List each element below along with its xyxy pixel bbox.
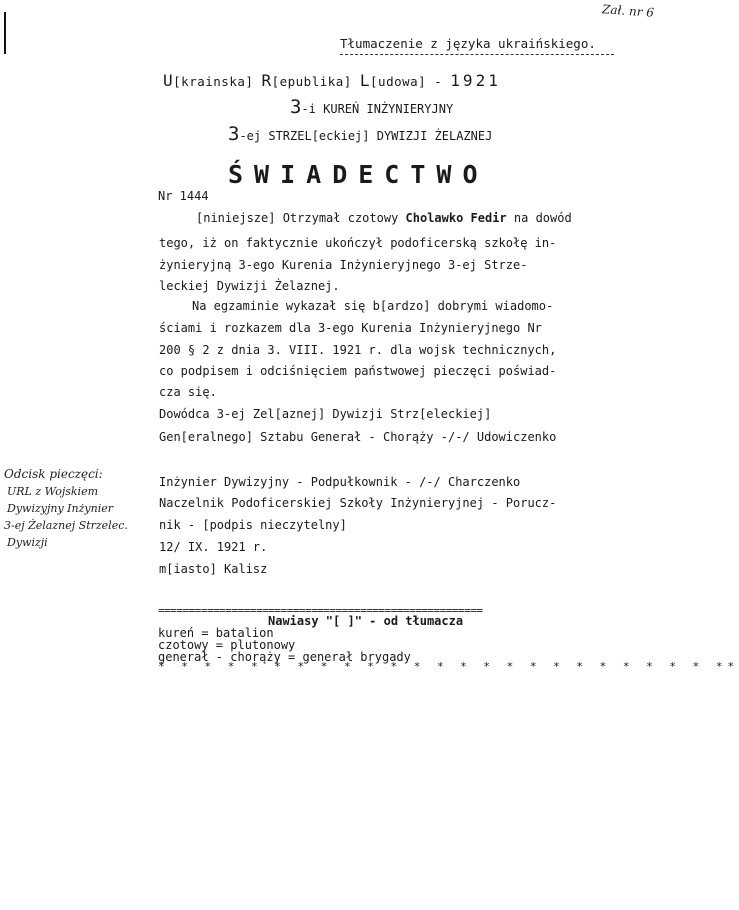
header-word-r: [epublika] bbox=[271, 74, 352, 89]
paragraph-1-line-3: żynieryjną 3-ego Kurenia Inżynieryjnego 3-ej Strze- bbox=[159, 258, 528, 272]
header-word-u: [krainska] bbox=[173, 74, 254, 89]
stamp-note-line-1: Odcisk pieczęci: bbox=[4, 467, 103, 481]
stamp-note-line-4: 3-ej Żelaznej Strzelec. bbox=[4, 519, 128, 532]
paragraph-2-line-1: Na egzaminie wykazał się b[ardzo] dobrymi wiadomo- bbox=[192, 299, 554, 313]
paragraph-1-line-2: tego, iż on faktycznie ukończył podoficerską szkołę in- bbox=[159, 236, 557, 250]
paragraph-2-line-4: co podpisem i odciśnięciem państwowej pieczęci poświad- bbox=[159, 364, 557, 378]
document-title: ŚWIADECTWO bbox=[228, 160, 489, 189]
paragraph-2-line-2: ściami i rozkazem dla 3-ego Kurenia Inżynieryjnego Nr bbox=[159, 321, 542, 335]
footer-separator: ===================================================== bbox=[158, 604, 483, 617]
translation-note: Tłumaczenie z języka ukraińskiego. bbox=[340, 36, 596, 51]
stamp-note-line-3: Dywizyjny Inżynier bbox=[7, 502, 113, 515]
document-number: Nr 1444 bbox=[158, 189, 209, 203]
paragraph-1-line-1-pre: [niniejsze] Otrzymał czotowy bbox=[196, 211, 406, 225]
paragraph-2-line-5: cza się. bbox=[159, 385, 217, 399]
signature-school-head-line-2: nik - [podpis nieczytelny] bbox=[159, 518, 347, 532]
unit-line-2-text: -ej STRZEL[eckiej] DYWIZJI ŻELAZNEJ bbox=[239, 129, 493, 143]
corner-handwritten-note: Zał. nr 6 bbox=[601, 2, 655, 20]
header-word-l: [udowa] bbox=[370, 74, 427, 89]
stamp-note-line-5: Dywizji bbox=[7, 536, 48, 549]
header-letter-l: L bbox=[359, 71, 371, 90]
footer-note-3: generał - chorąży = generał brygady bbox=[158, 650, 411, 664]
footer-stars: * * * * * * * * * * * * * * * * * * * * * * * * ** bbox=[158, 660, 739, 673]
header-letter-r: R bbox=[261, 71, 272, 90]
unit-line-division bbox=[228, 123, 492, 145]
margin-mark bbox=[4, 12, 6, 54]
stamp-note-line-2: URL z Wojskiem bbox=[7, 485, 99, 498]
recipient-name: Cholawko Fedir bbox=[405, 211, 507, 225]
header-year: 1921 bbox=[450, 71, 501, 90]
footer-notes-title: Nawiasy "[ ]" - od tłumacza bbox=[268, 614, 464, 628]
unit-line-battalion bbox=[290, 96, 453, 118]
signature-engineer: Inżynier Dywizyjny - Podpułkownik - /-/ Charczenko bbox=[159, 475, 521, 489]
unit-line-1-number: 3 bbox=[290, 96, 302, 118]
signature-commander-line-1: Dowódca 3-ej Zel[aznej] Dywizji Strz[eleckiej] bbox=[159, 407, 492, 421]
header-letter-u: U bbox=[163, 71, 174, 90]
signature-school-head-line-1: Naczelnik Podoficerskiej Szkoły Inżynieryjnej - Porucz- bbox=[159, 496, 557, 510]
state-header bbox=[163, 71, 501, 90]
paragraph-1-line-1 bbox=[196, 211, 572, 225]
unit-line-2-number: 3 bbox=[228, 123, 240, 145]
paragraph-2-line-3: 200 § 2 z dnia 3. VIII. 1921 r. dla wojsk technicznych, bbox=[159, 343, 557, 357]
header-dash: - bbox=[434, 74, 443, 89]
paragraph-1-line-4: leckiej Dywizji Żelaznej. bbox=[159, 279, 340, 293]
footer-note-1: kureń = batalion bbox=[158, 626, 274, 640]
document-date: 12/ IX. 1921 r. bbox=[159, 540, 268, 554]
footer-note-2: czotowy = plutonowy bbox=[158, 638, 296, 652]
document-place: m[iasto] Kalisz bbox=[159, 562, 268, 576]
unit-line-1-text: -i KUREŃ INŻYNIERYJNY bbox=[301, 102, 454, 116]
signature-commander-line-2: Gen[eralnego] Sztabu Generał - Chorąży -/-/ Udowiczenko bbox=[159, 430, 557, 444]
paragraph-1-line-1-post: na dowód bbox=[506, 211, 572, 225]
translation-note-underline bbox=[340, 54, 614, 55]
stamp-handwritten-note bbox=[4, 466, 154, 551]
